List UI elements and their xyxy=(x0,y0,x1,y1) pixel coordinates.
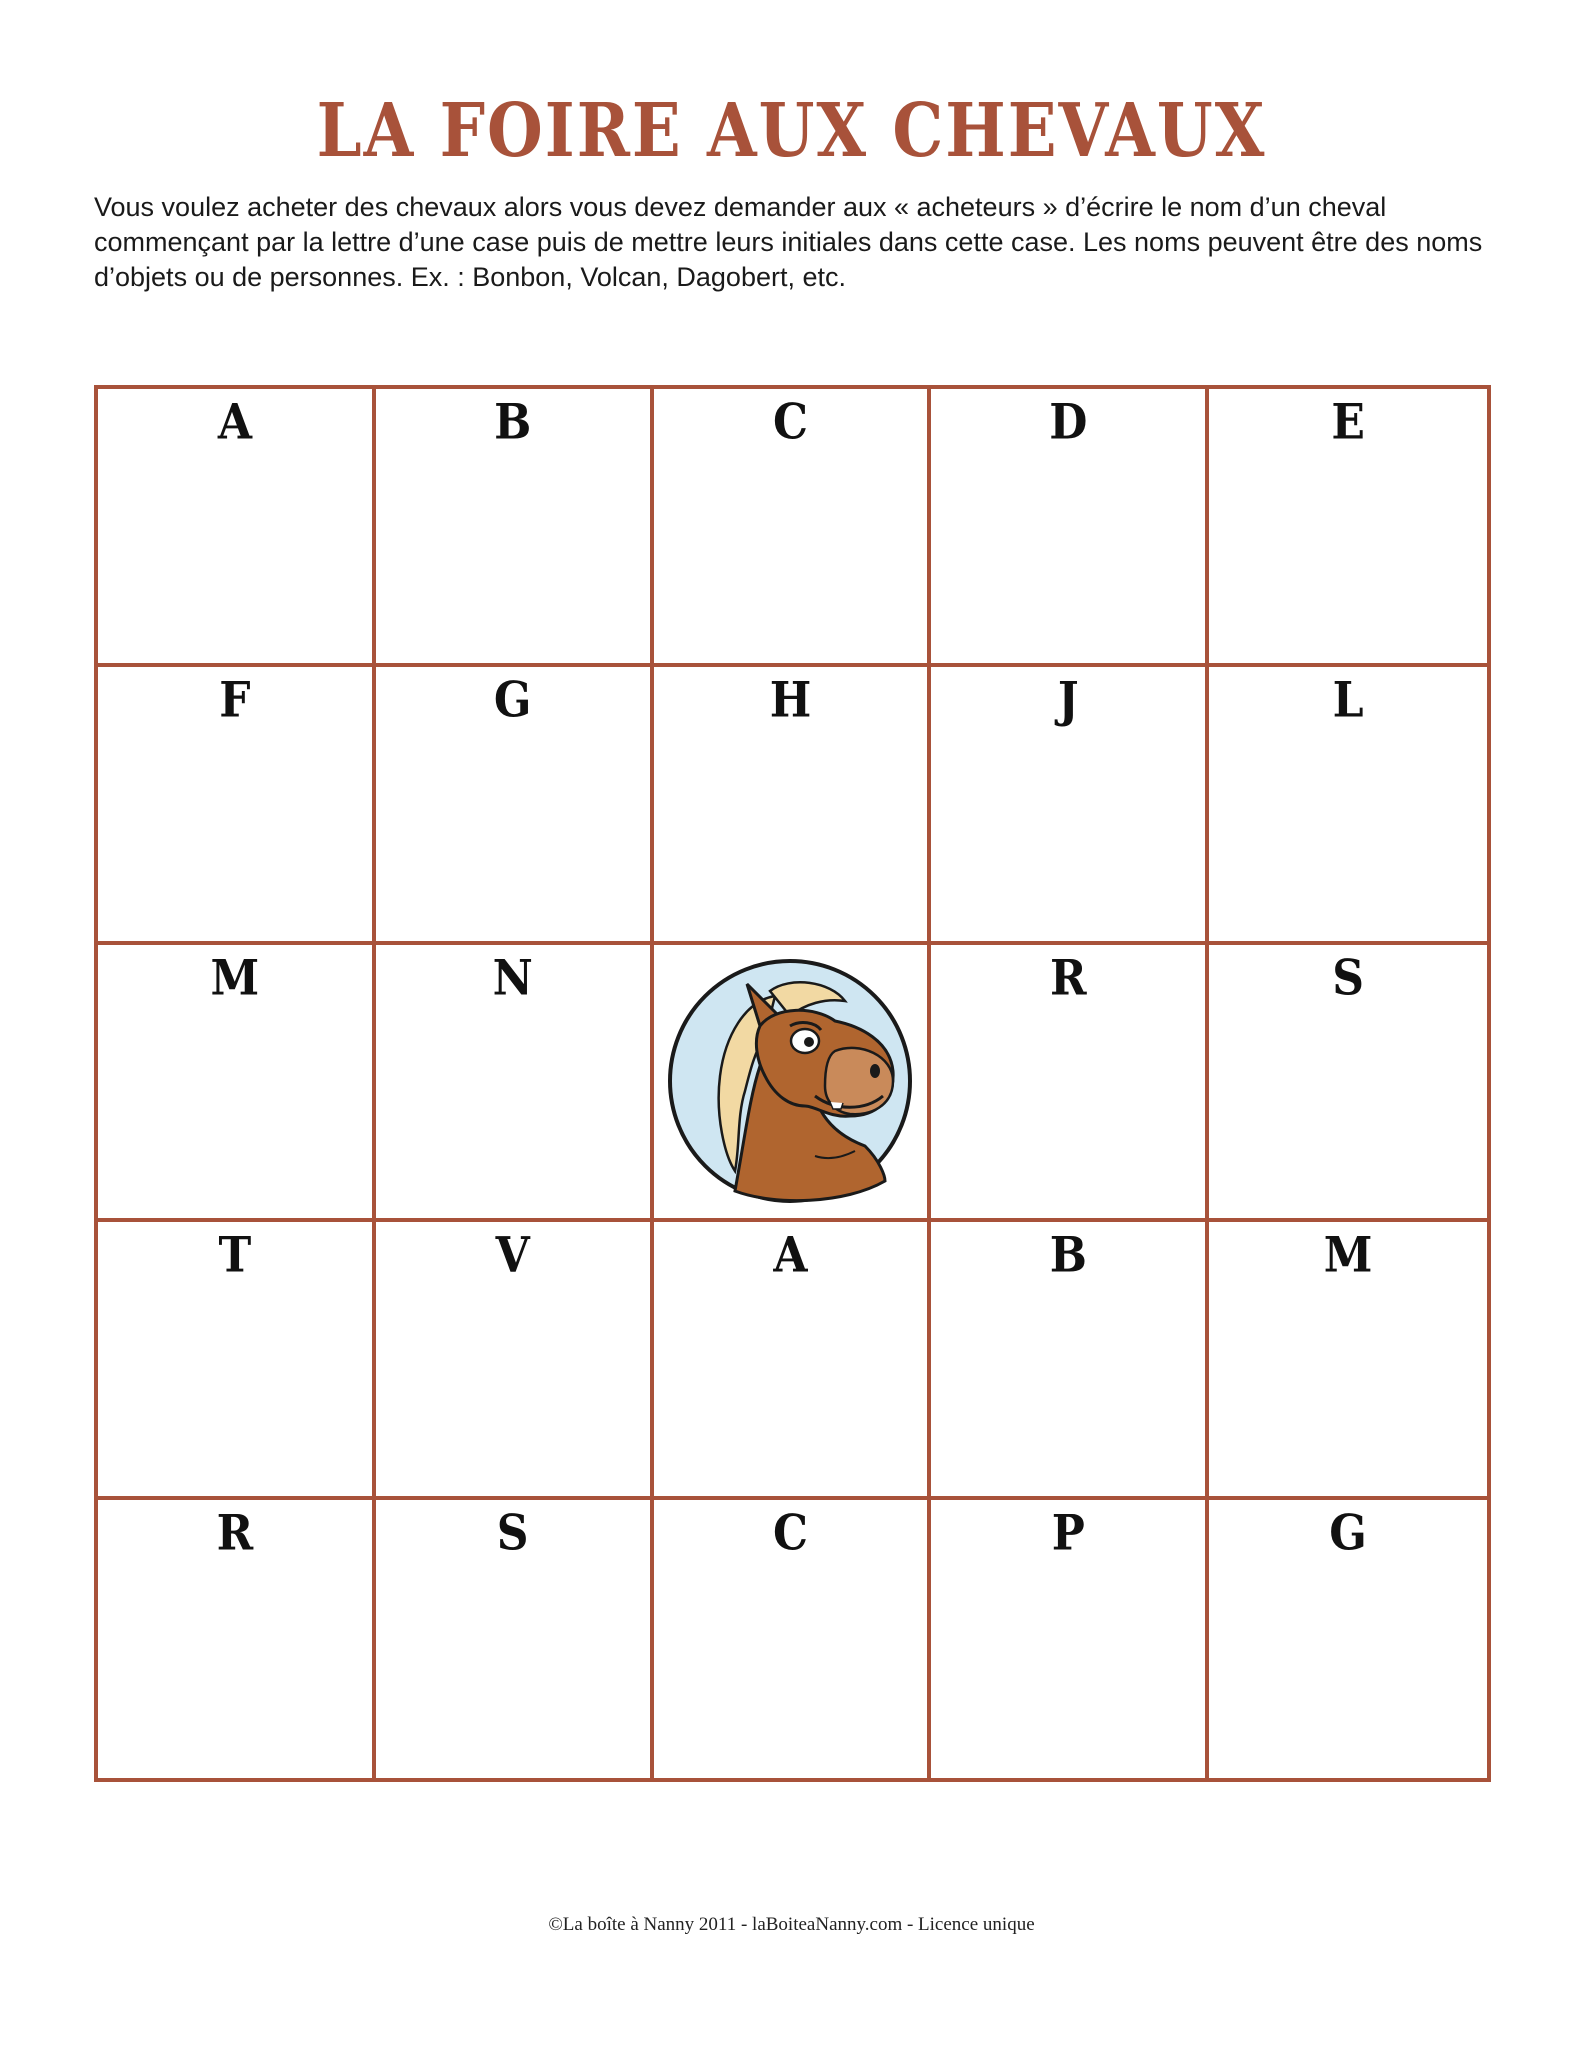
cell-letter: E xyxy=(1331,394,1365,451)
grid-cell[interactable] xyxy=(1209,945,1487,1223)
page-title: LA FOIRE AUX CHEVAUX xyxy=(316,88,1267,175)
grid-cell[interactable] xyxy=(1209,1222,1487,1500)
grid-cell[interactable] xyxy=(98,945,376,1223)
cell-letter: R xyxy=(1050,950,1087,1007)
grid-cell[interactable] xyxy=(98,667,376,945)
cell-letter: B xyxy=(1049,1227,1087,1284)
grid-cell[interactable] xyxy=(654,667,932,945)
cell-letter: H xyxy=(769,672,812,729)
grid-cell[interactable] xyxy=(931,1222,1209,1500)
cell-letter: J xyxy=(1057,672,1079,729)
grid-cell[interactable] xyxy=(98,1500,376,1778)
grid-cell[interactable] xyxy=(654,1222,932,1500)
cell-letter: B xyxy=(494,394,532,451)
grid-cell[interactable] xyxy=(1209,667,1487,945)
grid-cell[interactable] xyxy=(654,389,932,667)
cell-letter: F xyxy=(219,672,251,729)
cell-letter: P xyxy=(1051,1505,1085,1562)
grid-cell[interactable] xyxy=(376,945,654,1223)
copyright-footer: ©La boîte à Nanny 2011 - laBoiteaNanny.com - Licence unique xyxy=(548,1914,1035,1935)
grid-cell[interactable] xyxy=(931,667,1209,945)
center-free-cell xyxy=(654,945,932,1223)
grid-cell[interactable] xyxy=(98,1222,376,1500)
cell-letter: T xyxy=(218,1227,252,1284)
cell-letter: G xyxy=(1329,1505,1367,1562)
grid-cell[interactable] xyxy=(376,1222,654,1500)
cell-letter: M xyxy=(1323,1227,1373,1284)
cell-letter: A xyxy=(217,394,252,451)
bingo-grid xyxy=(94,385,1491,1782)
cell-letter: S xyxy=(1332,950,1364,1007)
cell-letter: G xyxy=(493,672,532,729)
cell-letter: C xyxy=(772,1505,808,1562)
grid-cell[interactable] xyxy=(654,1500,932,1778)
grid-cell[interactable] xyxy=(931,945,1209,1223)
grid-cell[interactable] xyxy=(931,1500,1209,1778)
cell-letter: M xyxy=(210,950,260,1007)
grid-cell[interactable] xyxy=(376,1500,654,1778)
grid-cell[interactable] xyxy=(1209,389,1487,667)
cell-letter: R xyxy=(216,1505,254,1562)
cell-letter: N xyxy=(492,950,533,1007)
grid-cell[interactable] xyxy=(376,389,654,667)
grid-cell[interactable] xyxy=(931,389,1209,667)
grid-cell[interactable] xyxy=(1209,1500,1487,1778)
cell-letter: D xyxy=(1049,394,1088,451)
cell-letter: S xyxy=(496,1505,529,1562)
cell-letter: C xyxy=(772,394,808,451)
grid-cell[interactable] xyxy=(98,389,376,667)
horse-head-icon xyxy=(665,956,915,1206)
cell-letter: L xyxy=(1332,672,1364,729)
cell-letter: V xyxy=(495,1227,530,1284)
grid-cell[interactable] xyxy=(376,667,654,945)
cell-letter: A xyxy=(773,1227,808,1284)
instructions-text: Vous voulez acheter des chevaux alors vous devez demander aux « acheteurs » d’écrire le nom d’un cheval commençant par la lettre d’une case puis de mettre leurs initiales dans cette case. Les noms peuvent être des noms d’objets ou de personnes. Ex. : Bonbon, Volcan, Dagobert, etc. xyxy=(94,192,1483,292)
